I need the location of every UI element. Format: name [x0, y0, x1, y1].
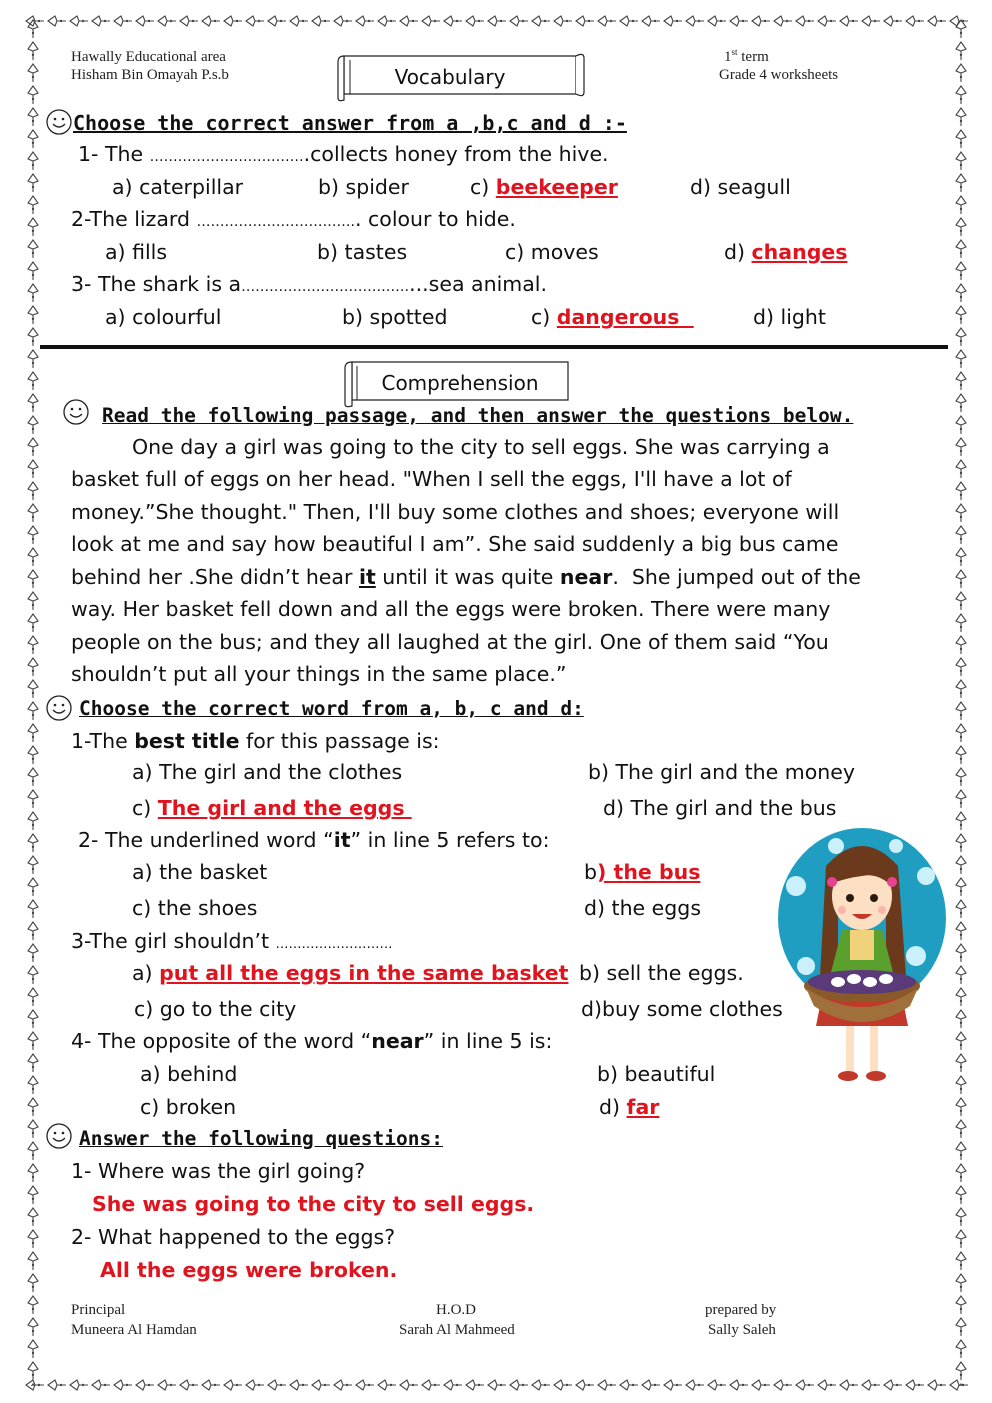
mcq-q3-option-c: c) go to the city — [134, 997, 297, 1021]
vocab-q1-option-c: c) beekeeper — [470, 175, 618, 199]
vocab-q2-option-c: c) moves — [505, 240, 599, 264]
mcq-q3-option-d: d)buy some clothes — [581, 997, 783, 1021]
smiley-icon — [45, 1122, 73, 1150]
underlined-word-it: it — [358, 565, 376, 589]
vocab-q3-option-b: b) spotted — [342, 305, 448, 329]
header-grade: Grade 4 worksheets — [719, 67, 839, 83]
mcq-q1-option-d: d) The girl and the bus — [603, 796, 837, 820]
footer-principal-name: Muneera Al Hamdan — [71, 1322, 197, 1338]
answer-question-2: 2- What happened to the eggs? — [71, 1225, 396, 1249]
correct-answer: put all the eggs in the same basket — [159, 961, 569, 985]
mcq-question-2: 2- The underlined word “it” in line 5 refers to: — [78, 828, 550, 852]
smiley-icon — [62, 398, 90, 426]
passage-line-6: way. Her basket fell down and all the eggs were broken. There were many — [71, 597, 831, 621]
mcq-q2-option-b: b) the bus — [584, 860, 701, 884]
passage-line-1: One day a girl was going to the city to sell eggs. She was carrying a — [132, 435, 830, 459]
passage-line-4: look at me and say how beautiful I am”. She said suddenly a big bus came — [71, 532, 839, 556]
top-border-decoration — [24, 14, 968, 28]
mcq-q2-option-d: d) the eggs — [584, 896, 702, 920]
passage-line-8: shouldn’t put all your things in the same place.” — [71, 662, 567, 686]
vocab-question-1: 1- The …………………………….collects honey from the hive. — [78, 142, 609, 166]
bottom-border-decoration — [24, 1378, 968, 1392]
mcq-q1-option-a: a) The girl and the clothes — [132, 760, 403, 784]
footer-hod-name: Sarah Al Mahmeed — [399, 1322, 515, 1338]
bold-word-near: near — [559, 565, 613, 589]
vocabulary-instruction: Choose the correct answer from a ,b,c and d :- — [73, 111, 627, 135]
correct-answer: The girl and the eggs — [157, 796, 412, 820]
mcq-instruction: Choose the correct word from a, b, c and d: — [79, 697, 584, 720]
vocab-question-3: 3- The shark is a………………………………...sea animal. — [71, 272, 548, 296]
mcq-question-3: 3-The girl shouldn’t ……………………… — [71, 929, 393, 953]
vocab-q1-option-b: b) spider — [318, 175, 409, 199]
vocab-q1-option-a: a) caterpillar — [112, 175, 244, 199]
header-term: 1st term — [724, 47, 769, 65]
vocab-q3-option-d: d) light — [753, 305, 826, 329]
smiley-icon — [45, 694, 73, 722]
passage-line-2: basket full of eggs on her head. "When I sell the eggs, I'll have a lot of — [71, 467, 792, 491]
footer-prepared-title: prepared by — [705, 1302, 777, 1318]
vocab-q3-option-c: c) dangerous — [531, 305, 694, 329]
girl-with-egg-basket-illustration — [776, 826, 946, 1096]
correct-answer: ) the bus — [597, 860, 701, 884]
footer-principal-title: Principal — [71, 1302, 126, 1318]
mcq-q4-option-c: c) broken — [140, 1095, 237, 1119]
mcq-q4-option-a: a) behind — [140, 1062, 238, 1086]
mcq-q1-option-b: b) The girl and the money — [588, 760, 856, 784]
smiley-icon — [45, 108, 73, 136]
correct-answer: far — [626, 1095, 660, 1119]
answer-2: All the eggs were broken. — [100, 1258, 398, 1282]
footer-hod-title: H.O.D — [436, 1302, 476, 1318]
mcq-q2-option-a: a) the basket — [132, 860, 268, 884]
correct-answer: beekeeper — [495, 175, 618, 199]
header-school-area: Hawally Educational area — [71, 49, 226, 65]
footer-prepared-name: Sally Saleh — [708, 1322, 776, 1338]
answer-question-1: 1- Where was the girl going? — [71, 1159, 366, 1183]
vocabulary-banner-label: Vocabulary — [394, 65, 506, 89]
mcq-question-1: 1-The best title for this passage is: — [71, 729, 440, 753]
right-border-decoration — [954, 18, 968, 1386]
vocab-q2-option-a: a) fills — [105, 240, 168, 264]
mcq-q4-option-b: b) beautiful — [597, 1062, 716, 1086]
correct-answer: dangerous — [556, 305, 694, 329]
header-school-name: Hisham Bin Omayah P.s.b — [71, 67, 229, 83]
mcq-question-4: 4- The opposite of the word “near” in line 5 is: — [71, 1029, 553, 1053]
correct-answer: changes — [751, 240, 848, 264]
mcq-q3-option-a: a) put all the eggs in the same basket — [132, 961, 569, 985]
answer-instruction: Answer the following questions: — [79, 1127, 443, 1150]
comprehension-instruction: Read the following passage, and then answer the questions below. — [102, 404, 854, 427]
left-border-decoration — [26, 18, 40, 1386]
vocab-q3-option-a: a) colourful — [105, 305, 222, 329]
mcq-q4-option-d: d) far — [599, 1095, 660, 1119]
mcq-q3-option-b: b) sell the eggs. — [579, 961, 744, 985]
mcq-q1-option-c: c) The girl and the eggs — [132, 796, 412, 820]
vocab-q2-option-d: d) changes — [724, 240, 848, 264]
vocab-q2-option-b: b) tastes — [317, 240, 408, 264]
mcq-q2-option-c: c) the shoes — [132, 896, 258, 920]
vocab-question-2: 2-The lizard …………………………….. colour to hide. — [71, 207, 516, 231]
passage-line-7: people on the bus; and they all laughed at the girl. One of them said “You — [71, 630, 829, 654]
passage-line-5: behind her .She didn’t hear it until it was quite near. She jumped out of the — [71, 565, 861, 589]
vocab-q1-option-d: d) seagull — [690, 175, 791, 199]
comprehension-banner-label: Comprehension — [381, 371, 539, 395]
section-divider — [40, 345, 948, 349]
answer-1: She was going to the city to sell eggs. — [92, 1192, 535, 1216]
passage-line-3: money.”She thought." Then, I'll buy some clothes and shoes; everyone will — [71, 500, 840, 524]
